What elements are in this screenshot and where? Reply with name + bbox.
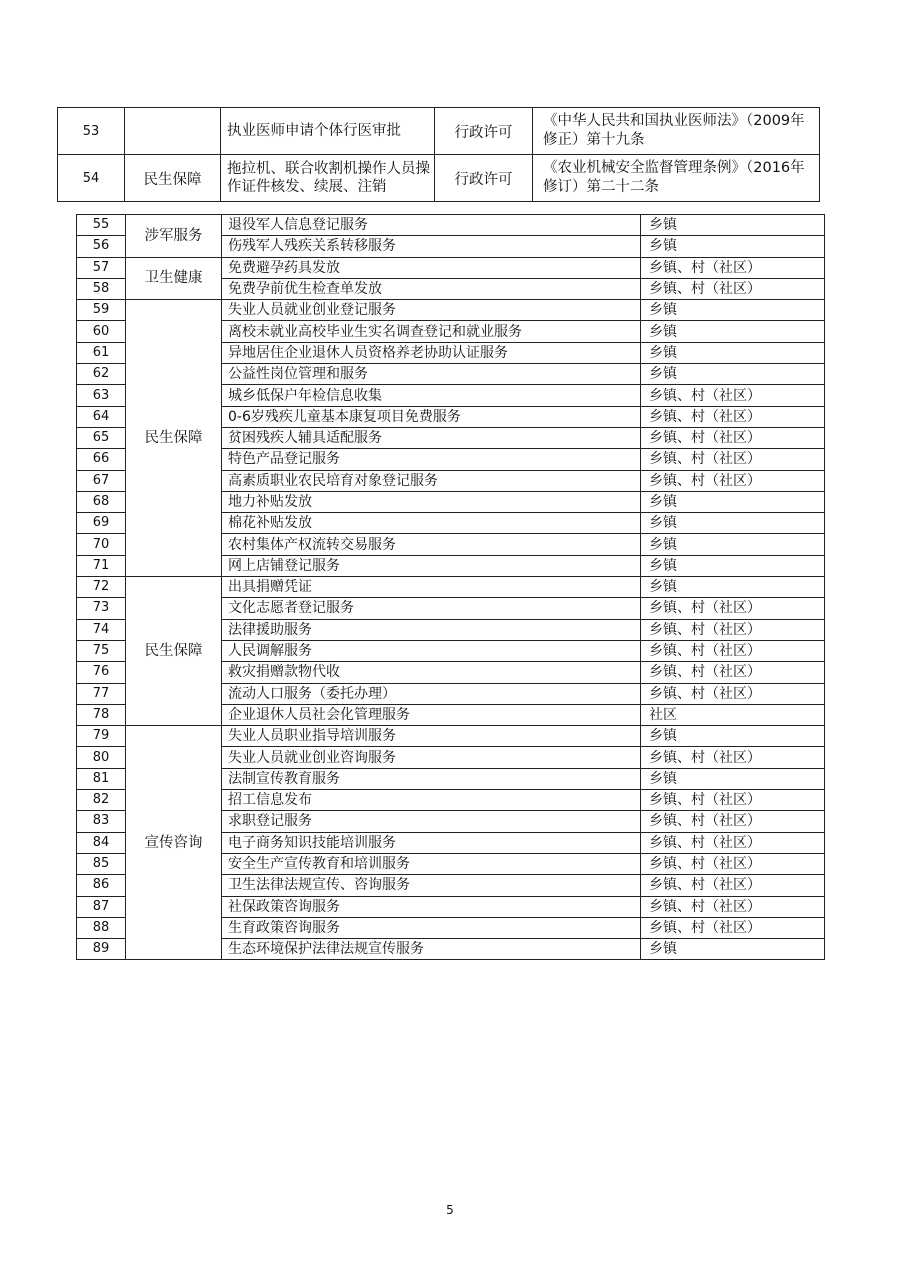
row-number: 78	[77, 704, 126, 725]
row-item-name: 特色产品登记服务	[222, 449, 641, 470]
row-item-name: 安全生产宣传教育和培训服务	[222, 853, 641, 874]
row-number: 81	[77, 768, 126, 789]
row-level: 乡镇	[641, 939, 825, 960]
row-number: 89	[77, 939, 126, 960]
row-number: 69	[77, 513, 126, 534]
row-item-name: 生态环境保护法律法规宣传服务	[222, 939, 641, 960]
row-item-name: 免费避孕药具发放	[222, 257, 641, 278]
table-row	[77, 577, 825, 598]
row-level: 乡镇、村（社区）	[641, 257, 825, 278]
row-category: 涉军服务	[126, 215, 222, 258]
row-type: 行政许可	[435, 155, 533, 202]
row-category: 宣传咨询	[126, 726, 222, 960]
row-number: 87	[77, 896, 126, 917]
row-item-name: 企业退休人员社会化管理服务	[222, 704, 641, 725]
row-number: 71	[77, 555, 126, 576]
row-item-name: 出具捐赠凭证	[222, 577, 641, 598]
table-row	[77, 726, 825, 747]
row-level: 乡镇	[641, 342, 825, 363]
row-number: 88	[77, 917, 126, 938]
row-number: 70	[77, 534, 126, 555]
row-category: 民生保障	[125, 155, 221, 202]
row-item-name: 招工信息发布	[222, 790, 641, 811]
row-level: 乡镇、村（社区）	[641, 747, 825, 768]
row-level: 乡镇	[641, 364, 825, 385]
row-level: 乡镇	[641, 534, 825, 555]
row-level: 乡镇、村（社区）	[641, 875, 825, 896]
row-level: 乡镇、村（社区）	[641, 917, 825, 938]
row-category: 卫生健康	[126, 257, 222, 300]
row-number: 55	[77, 215, 126, 236]
row-item-name: 高素质职业农民培育对象登记服务	[222, 470, 641, 491]
row-level: 乡镇	[641, 577, 825, 598]
row-level: 乡镇、村（社区）	[641, 683, 825, 704]
row-item-name: 异地居住企业退休人员资格养老协助认证服务	[222, 342, 641, 363]
row-level: 乡镇、村（社区）	[641, 619, 825, 640]
row-basis: 《中华人民共和国执业医师法》（2009年修正）第十九条	[533, 108, 820, 155]
row-number: 62	[77, 364, 126, 385]
table-row	[77, 257, 825, 278]
table-row	[77, 215, 825, 236]
row-level: 乡镇、村（社区）	[641, 896, 825, 917]
row-item-name: 拖拉机、联合收割机操作人员操作证件核发、续展、注销	[221, 155, 435, 202]
row-level: 乡镇	[641, 491, 825, 512]
row-level: 乡镇	[641, 300, 825, 321]
row-level: 乡镇、村（社区）	[641, 406, 825, 427]
row-item-name: 网上店铺登记服务	[222, 555, 641, 576]
row-number: 56	[77, 236, 126, 257]
row-item-name: 失业人员就业创业登记服务	[222, 300, 641, 321]
row-item-name: 执业医师申请个体行医审批	[221, 108, 435, 155]
row-number: 85	[77, 853, 126, 874]
row-level: 乡镇、村（社区）	[641, 832, 825, 853]
row-level: 乡镇、村（社区）	[641, 853, 825, 874]
row-level: 乡镇、村（社区）	[641, 662, 825, 683]
row-level: 乡镇、村（社区）	[641, 385, 825, 406]
row-item-name: 地力补贴发放	[222, 491, 641, 512]
row-number: 58	[77, 278, 126, 299]
row-level: 乡镇	[641, 236, 825, 257]
row-item-name: 退役军人信息登记服务	[222, 215, 641, 236]
row-number: 73	[77, 598, 126, 619]
row-level: 乡镇	[641, 215, 825, 236]
row-number: 67	[77, 470, 126, 491]
page-number: 5	[446, 1203, 454, 1217]
row-number: 72	[77, 577, 126, 598]
row-number: 82	[77, 790, 126, 811]
top-table	[57, 107, 820, 202]
row-level: 乡镇、村（社区）	[641, 640, 825, 661]
table-row	[77, 300, 825, 321]
row-number: 66	[77, 449, 126, 470]
row-item-name: 免费孕前优生检查单发放	[222, 278, 641, 299]
row-item-name: 流动人口服务（委托办理）	[222, 683, 641, 704]
row-level: 乡镇	[641, 768, 825, 789]
row-level: 乡镇、村（社区）	[641, 449, 825, 470]
row-item-name: 贫困残疾人辅具适配服务	[222, 427, 641, 448]
row-level: 社区	[641, 704, 825, 725]
row-item-name: 文化志愿者登记服务	[222, 598, 641, 619]
row-level: 乡镇	[641, 321, 825, 342]
row-level: 乡镇、村（社区）	[641, 598, 825, 619]
row-item-name: 失业人员职业指导培训服务	[222, 726, 641, 747]
row-number: 63	[77, 385, 126, 406]
services-table	[76, 214, 825, 960]
row-item-name: 社保政策咨询服务	[222, 896, 641, 917]
row-number: 76	[77, 662, 126, 683]
row-number: 83	[77, 811, 126, 832]
row-item-name: 卫生法律法规宣传、咨询服务	[222, 875, 641, 896]
row-basis: 《农业机械安全监督管理条例》（2016年修订）第二十二条	[533, 155, 820, 202]
row-number: 60	[77, 321, 126, 342]
row-number: 57	[77, 257, 126, 278]
row-category: 民生保障	[126, 300, 222, 577]
table-row	[58, 108, 820, 155]
row-number: 86	[77, 875, 126, 896]
row-level: 乡镇、村（社区）	[641, 427, 825, 448]
row-number: 53	[58, 108, 125, 155]
row-number: 65	[77, 427, 126, 448]
row-number: 54	[58, 155, 125, 202]
row-item-name: 求职登记服务	[222, 811, 641, 832]
row-number: 74	[77, 619, 126, 640]
row-number: 75	[77, 640, 126, 661]
row-item-name: 生育政策咨询服务	[222, 917, 641, 938]
table-row	[58, 155, 820, 202]
row-number: 79	[77, 726, 126, 747]
row-number: 84	[77, 832, 126, 853]
row-level: 乡镇、村（社区）	[641, 811, 825, 832]
row-item-name: 棉花补贴发放	[222, 513, 641, 534]
row-level: 乡镇	[641, 555, 825, 576]
row-number: 80	[77, 747, 126, 768]
row-level: 乡镇、村（社区）	[641, 278, 825, 299]
row-category	[125, 108, 221, 155]
row-item-name: 失业人员就业创业咨询服务	[222, 747, 641, 768]
row-number: 61	[77, 342, 126, 363]
row-item-name: 救灾捐赠款物代收	[222, 662, 641, 683]
row-category: 民生保障	[126, 577, 222, 726]
row-item-name: 0-6岁残疾儿童基本康复项目免费服务	[222, 406, 641, 427]
row-number: 68	[77, 491, 126, 512]
row-level: 乡镇	[641, 726, 825, 747]
row-number: 77	[77, 683, 126, 704]
row-item-name: 农村集体产权流转交易服务	[222, 534, 641, 555]
row-level: 乡镇、村（社区）	[641, 790, 825, 811]
row-item-name: 城乡低保户年检信息收集	[222, 385, 641, 406]
row-item-name: 法制宣传教育服务	[222, 768, 641, 789]
row-level: 乡镇	[641, 513, 825, 534]
row-item-name: 人民调解服务	[222, 640, 641, 661]
row-number: 64	[77, 406, 126, 427]
row-item-name: 法律援助服务	[222, 619, 641, 640]
row-item-name: 伤残军人残疾关系转移服务	[222, 236, 641, 257]
row-item-name: 离校未就业高校毕业生实名调查登记和就业服务	[222, 321, 641, 342]
row-type: 行政许可	[435, 108, 533, 155]
row-item-name: 公益性岗位管理和服务	[222, 364, 641, 385]
row-level: 乡镇、村（社区）	[641, 470, 825, 491]
row-item-name: 电子商务知识技能培训服务	[222, 832, 641, 853]
row-number: 59	[77, 300, 126, 321]
